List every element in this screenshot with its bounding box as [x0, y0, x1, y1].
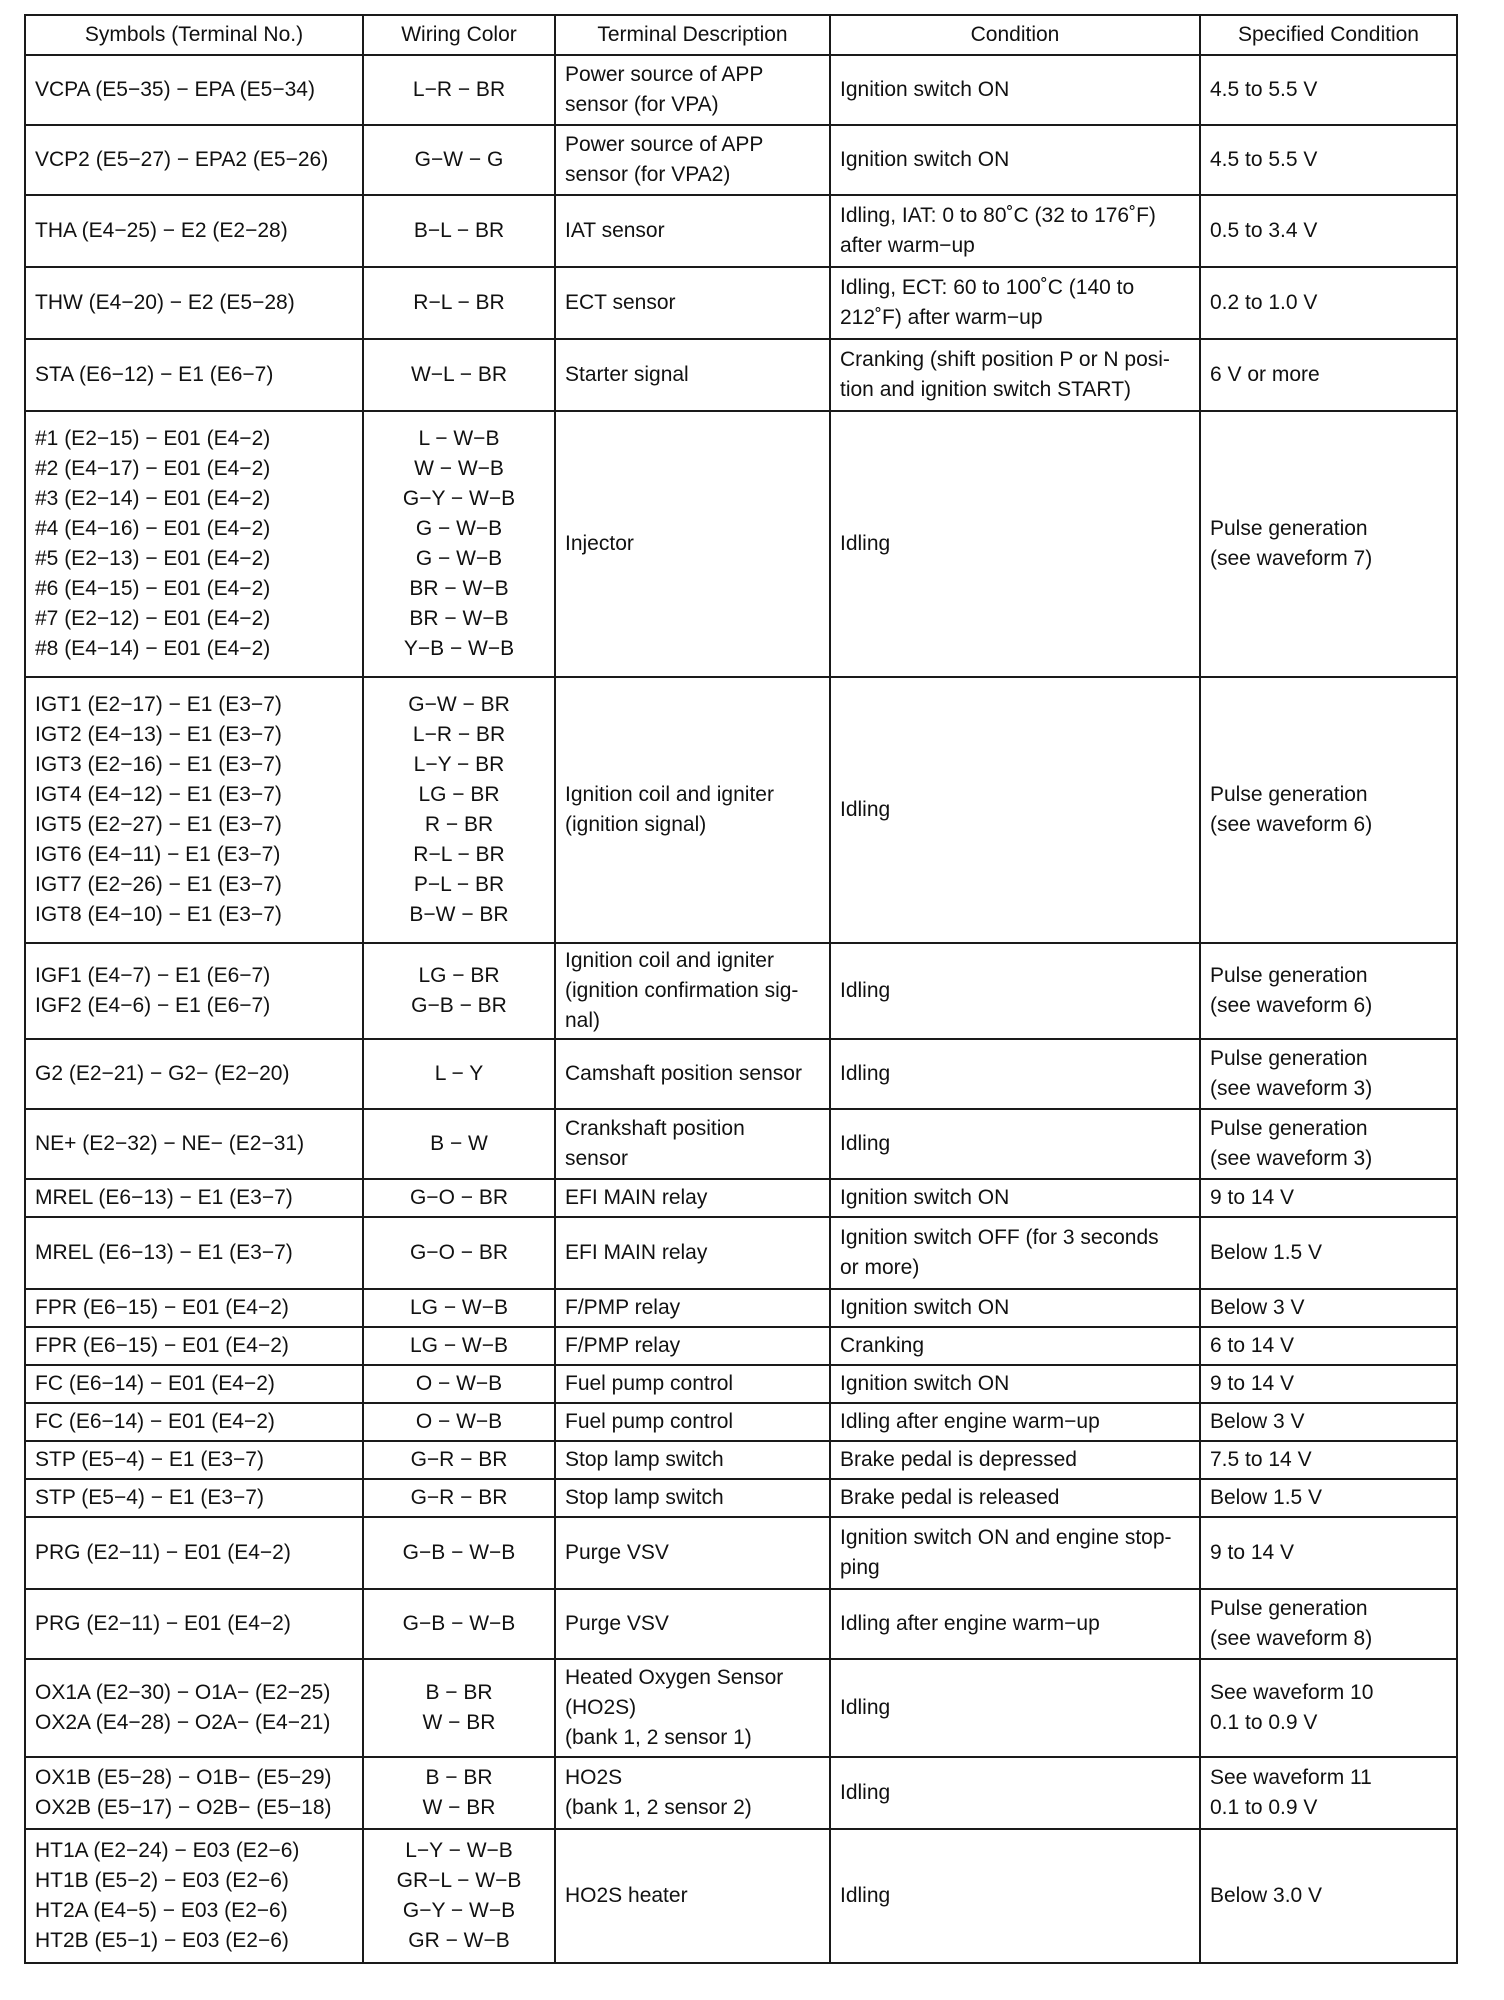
cell-condition: Idling: [830, 1109, 1200, 1179]
cell-specified-condition: 4.5 to 5.5 V: [1200, 55, 1457, 125]
cell-symbols: OX1A (E2−30) − O1A− (E2−25) OX2A (E4−28) − O2A− (E4−21): [25, 1659, 363, 1757]
cell-terminal-description: Power source of APP sensor (for VPA2): [555, 125, 830, 195]
cell-wiring-color: G−W − BR L−R − BR L−Y − BR LG − BR R − BR R−L − BR P−L − BR B−W − BR: [363, 677, 555, 943]
cell-symbols: MREL (E6−13) − E1 (E3−7): [25, 1217, 363, 1289]
cell-specified-condition: Pulse generation (see waveform 6): [1200, 943, 1457, 1039]
table-row: [25, 1441, 1457, 1479]
cell-terminal-description: Purge VSV: [555, 1517, 830, 1589]
cell-terminal-description: Fuel pump control: [555, 1365, 830, 1403]
cell-wiring-color: G−R − BR: [363, 1479, 555, 1517]
cell-terminal-description: Ignition coil and igniter (ignition confirmation sig- nal): [555, 943, 830, 1039]
table-row: [25, 1039, 1457, 1109]
table-row: [25, 1109, 1457, 1179]
cell-specified-condition: 6 to 14 V: [1200, 1327, 1457, 1365]
cell-terminal-description: HO2S heater: [555, 1829, 830, 1963]
cell-specified-condition: 4.5 to 5.5 V: [1200, 125, 1457, 195]
document-page: [24, 14, 1456, 1964]
table-row: [25, 411, 1457, 677]
cell-wiring-color: L−Y − W−B GR−L − W−B G−Y − W−B GR − W−B: [363, 1829, 555, 1963]
cell-symbols: THA (E4−25) − E2 (E2−28): [25, 195, 363, 267]
table-row: [25, 943, 1457, 1039]
cell-specified-condition: Below 3 V: [1200, 1403, 1457, 1441]
terminal-spec-table: [24, 14, 1458, 1964]
cell-wiring-color: G−O − BR: [363, 1179, 555, 1217]
cell-specified-condition: Below 3.0 V: [1200, 1829, 1457, 1963]
table-row: [25, 195, 1457, 267]
cell-symbols: IGF1 (E4−7) − E1 (E6−7) IGF2 (E4−6) − E1 (E6−7): [25, 943, 363, 1039]
cell-wiring-color: B − W: [363, 1109, 555, 1179]
cell-symbols: FC (E6−14) − E01 (E4−2): [25, 1403, 363, 1441]
cell-condition: Idling: [830, 677, 1200, 943]
table-row: [25, 1479, 1457, 1517]
cell-condition: Idling: [830, 1829, 1200, 1963]
col-header-specified-condition: Specified Condition: [1200, 15, 1457, 55]
cell-terminal-description: Starter signal: [555, 339, 830, 411]
cell-condition: Idling: [830, 1039, 1200, 1109]
cell-symbols: VCPA (E5−35) − EPA (E5−34): [25, 55, 363, 125]
table-row: [25, 1757, 1457, 1829]
table-row: [25, 1517, 1457, 1589]
table-row: [25, 677, 1457, 943]
cell-condition: Ignition switch ON: [830, 1289, 1200, 1327]
cell-condition: Brake pedal is depressed: [830, 1441, 1200, 1479]
cell-condition: Idling: [830, 1757, 1200, 1829]
cell-symbols: STP (E5−4) − E1 (E3−7): [25, 1441, 363, 1479]
table-row: [25, 55, 1457, 125]
cell-condition: Ignition switch ON: [830, 55, 1200, 125]
table-row: [25, 125, 1457, 195]
cell-terminal-description: F/PMP relay: [555, 1289, 830, 1327]
cell-symbols: STP (E5−4) − E1 (E3−7): [25, 1479, 363, 1517]
table-row: [25, 1179, 1457, 1217]
cell-wiring-color: G−O − BR: [363, 1217, 555, 1289]
cell-terminal-description: Power source of APP sensor (for VPA): [555, 55, 830, 125]
table-row: [25, 1289, 1457, 1327]
table-row: [25, 1659, 1457, 1757]
cell-symbols: G2 (E2−21) − G2− (E2−20): [25, 1039, 363, 1109]
cell-condition: Idling: [830, 411, 1200, 677]
cell-wiring-color: O − W−B: [363, 1365, 555, 1403]
table-row: [25, 267, 1457, 339]
cell-specified-condition: Pulse generation (see waveform 6): [1200, 677, 1457, 943]
cell-wiring-color: G−W − G: [363, 125, 555, 195]
cell-terminal-description: Crankshaft position sensor: [555, 1109, 830, 1179]
cell-symbols: HT1A (E2−24) − E03 (E2−6) HT1B (E5−2) − E03 (E2−6) HT2A (E4−5) − E03 (E2−6) HT2B (E5−1) − E03 (E2−6): [25, 1829, 363, 1963]
cell-specified-condition: Pulse generation (see waveform 8): [1200, 1589, 1457, 1659]
cell-wiring-color: L − Y: [363, 1039, 555, 1109]
cell-wiring-color: R−L − BR: [363, 267, 555, 339]
cell-condition: Idling: [830, 1659, 1200, 1757]
cell-specified-condition: 9 to 14 V: [1200, 1365, 1457, 1403]
header-row: [25, 15, 1457, 55]
cell-wiring-color: L − W−B W − W−B G−Y − W−B G − W−B G − W−B BR − W−B BR − W−B Y−B − W−B: [363, 411, 555, 677]
cell-terminal-description: Ignition coil and igniter (ignition signal): [555, 677, 830, 943]
cell-specified-condition: 7.5 to 14 V: [1200, 1441, 1457, 1479]
cell-terminal-description: HO2S (bank 1, 2 sensor 2): [555, 1757, 830, 1829]
cell-terminal-description: Heated Oxygen Sensor (HO2S) (bank 1, 2 sensor 1): [555, 1659, 830, 1757]
cell-symbols: FC (E6−14) − E01 (E4−2): [25, 1365, 363, 1403]
cell-specified-condition: See waveform 10 0.1 to 0.9 V: [1200, 1659, 1457, 1757]
cell-condition: Idling, IAT: 0 to 80˚C (32 to 176˚F) after warm−up: [830, 195, 1200, 267]
cell-symbols: FPR (E6−15) − E01 (E4−2): [25, 1289, 363, 1327]
cell-terminal-description: Purge VSV: [555, 1589, 830, 1659]
cell-specified-condition: 9 to 14 V: [1200, 1517, 1457, 1589]
cell-symbols: PRG (E2−11) − E01 (E4−2): [25, 1517, 363, 1589]
cell-specified-condition: Pulse generation (see waveform 7): [1200, 411, 1457, 677]
cell-wiring-color: G−R − BR: [363, 1441, 555, 1479]
table-row: [25, 1589, 1457, 1659]
cell-terminal-description: ECT sensor: [555, 267, 830, 339]
cell-wiring-color: G−B − W−B: [363, 1517, 555, 1589]
cell-specified-condition: 0.2 to 1.0 V: [1200, 267, 1457, 339]
cell-terminal-description: Camshaft position sensor: [555, 1039, 830, 1109]
col-header-symbols: Symbols (Terminal No.): [25, 15, 363, 55]
cell-terminal-description: EFI MAIN relay: [555, 1179, 830, 1217]
cell-condition: Ignition switch ON and engine stop- ping: [830, 1517, 1200, 1589]
table-row: [25, 1829, 1457, 1963]
cell-terminal-description: Stop lamp switch: [555, 1479, 830, 1517]
cell-wiring-color: B−L − BR: [363, 195, 555, 267]
cell-wiring-color: LG − W−B: [363, 1289, 555, 1327]
cell-condition: Cranking (shift position P or N posi- tion and ignition switch START): [830, 339, 1200, 411]
cell-specified-condition: Pulse generation (see waveform 3): [1200, 1039, 1457, 1109]
cell-wiring-color: W−L − BR: [363, 339, 555, 411]
col-header-wiring-color: Wiring Color: [363, 15, 555, 55]
cell-specified-condition: Below 1.5 V: [1200, 1479, 1457, 1517]
cell-symbols: VCP2 (E5−27) − EPA2 (E5−26): [25, 125, 363, 195]
cell-wiring-color: B − BR W − BR: [363, 1659, 555, 1757]
cell-symbols: FPR (E6−15) − E01 (E4−2): [25, 1327, 363, 1365]
cell-condition: Idling, ECT: 60 to 100˚C (140 to 212˚F) after warm−up: [830, 267, 1200, 339]
cell-symbols: THW (E4−20) − E2 (E5−28): [25, 267, 363, 339]
cell-terminal-description: Injector: [555, 411, 830, 677]
table-row: [25, 1365, 1457, 1403]
table-row: [25, 1403, 1457, 1441]
table-row: [25, 1327, 1457, 1365]
cell-symbols: MREL (E6−13) − E1 (E3−7): [25, 1179, 363, 1217]
cell-specified-condition: Below 1.5 V: [1200, 1217, 1457, 1289]
table-row: [25, 339, 1457, 411]
cell-condition: Brake pedal is released: [830, 1479, 1200, 1517]
cell-condition: Ignition switch ON: [830, 1365, 1200, 1403]
table-body: [25, 55, 1457, 1963]
cell-condition: Idling after engine warm−up: [830, 1403, 1200, 1441]
cell-symbols: OX1B (E5−28) − O1B− (E5−29) OX2B (E5−17) − O2B− (E5−18): [25, 1757, 363, 1829]
cell-specified-condition: 6 V or more: [1200, 339, 1457, 411]
cell-specified-condition: 0.5 to 3.4 V: [1200, 195, 1457, 267]
cell-symbols: IGT1 (E2−17) − E1 (E3−7) IGT2 (E4−13) − E1 (E3−7) IGT3 (E2−16) − E1 (E3−7) IGT4 (E4−12) − E1 (E3−7) IGT5 (E2−27) − E1 (E3−7) IGT6 (E4−11) − E1 (E3−7) IGT7 (E2−26) − E1 (E3−7) IGT8 (E4−10) − E1 (E3−7): [25, 677, 363, 943]
cell-specified-condition: 9 to 14 V: [1200, 1179, 1457, 1217]
cell-symbols: #1 (E2−15) − E01 (E4−2) #2 (E4−17) − E01 (E4−2) #3 (E2−14) − E01 (E4−2) #4 (E4−16) − E01 (E4−2) #5 (E2−13) − E01 (E4−2) #6 (E4−15) − E01 (E4−2) #7 (E2−12) − E01 (E4−2) #8 (E4−14) − E01 (E4−2): [25, 411, 363, 677]
cell-terminal-description: IAT sensor: [555, 195, 830, 267]
cell-symbols: NE+ (E2−32) − NE− (E2−31): [25, 1109, 363, 1179]
cell-condition: Ignition switch ON: [830, 1179, 1200, 1217]
cell-wiring-color: LG − W−B: [363, 1327, 555, 1365]
col-header-condition: Condition: [830, 15, 1200, 55]
cell-condition: Idling: [830, 943, 1200, 1039]
cell-terminal-description: Fuel pump control: [555, 1403, 830, 1441]
cell-terminal-description: F/PMP relay: [555, 1327, 830, 1365]
cell-wiring-color: L−R − BR: [363, 55, 555, 125]
cell-terminal-description: EFI MAIN relay: [555, 1217, 830, 1289]
col-header-terminal-description: Terminal Description: [555, 15, 830, 55]
cell-specified-condition: See waveform 11 0.1 to 0.9 V: [1200, 1757, 1457, 1829]
cell-condition: Idling after engine warm−up: [830, 1589, 1200, 1659]
cell-condition: Cranking: [830, 1327, 1200, 1365]
table-row: [25, 1217, 1457, 1289]
cell-condition: Ignition switch OFF (for 3 seconds or more): [830, 1217, 1200, 1289]
cell-symbols: STA (E6−12) − E1 (E6−7): [25, 339, 363, 411]
cell-wiring-color: B − BR W − BR: [363, 1757, 555, 1829]
cell-wiring-color: O − W−B: [363, 1403, 555, 1441]
cell-symbols: PRG (E2−11) − E01 (E4−2): [25, 1589, 363, 1659]
cell-wiring-color: LG − BR G−B − BR: [363, 943, 555, 1039]
cell-specified-condition: Below 3 V: [1200, 1289, 1457, 1327]
cell-specified-condition: Pulse generation (see waveform 3): [1200, 1109, 1457, 1179]
cell-wiring-color: G−B − W−B: [363, 1589, 555, 1659]
cell-terminal-description: Stop lamp switch: [555, 1441, 830, 1479]
cell-condition: Ignition switch ON: [830, 125, 1200, 195]
